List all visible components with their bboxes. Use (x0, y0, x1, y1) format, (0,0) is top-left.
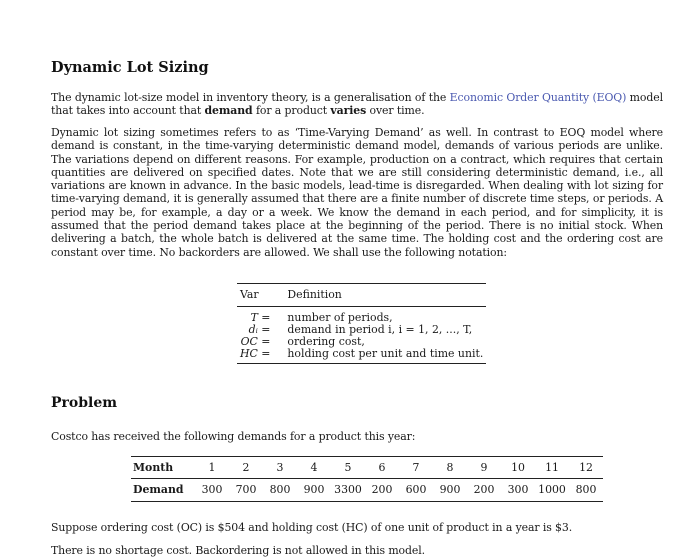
month-cell: 5 (331, 457, 365, 479)
intro-text-3: for a product (252, 104, 331, 118)
shortage-assumption-text: There is no shortage cost. Backordering is not allowed in this model. (51, 544, 425, 557)
demand-label: Demand (131, 479, 195, 502)
cost-assumption-text: Suppose ordering cost (OC) is $504 and holding cost (HC) of one unit of product in a year is $3. (51, 521, 573, 534)
problem-heading: Problem (51, 395, 118, 411)
month-cell: 7 (399, 457, 433, 479)
description-paragraph: Dynamic lot sizing sometimes refers to as ‘Time-Varying Demand’ as well. In contrast to EOQ model where demand is constant, in the time-varying deterministic demand model, demands of various periods are unlike. The variations depend on different reasons. For example, production on a contract, which requires that certain quantities are delivered on specified dates. Note that we are still considering deterministic demand, i.e., all variations are known in advance. In the basic models, lead-time is disregarded. When dealing with lot sizing for time-varying demand, it is generally assumed that there are a finite number of discrete time steps, or periods. A period may be, for example, a day or a week. We know the demand in each period, and for simplicity, it is assumed that the period demand takes place at the beginning of the period. There is no initial stock. When delivering a batch, the whole batch is delivered at the same time. The holding cost and the ordering cost are constant over time. No backorders are allowed. We shall use the following notation: (51, 126, 663, 259)
demand-cell: 200 (467, 479, 501, 502)
month-label: Month (131, 457, 195, 479)
intro-paragraph (51, 91, 663, 118)
notation-definition: number of periods, (287, 311, 393, 324)
demand-cell: 800 (569, 479, 603, 502)
month-cell: 1 (195, 457, 229, 479)
demand-cell: 3300 (331, 479, 365, 502)
notation-definition: holding cost per unit and time unit. (284, 348, 486, 364)
month-cell: 4 (297, 457, 331, 479)
notation-var: T = (250, 311, 271, 324)
demand-cell: 700 (229, 479, 263, 502)
month-row (131, 457, 603, 479)
notation-header-var: Var (237, 284, 284, 307)
month-cell: 3 (263, 457, 297, 479)
month-cell: 2 (229, 457, 263, 479)
intro-text-1: The dynamic lot-size model in inventory theory, is a generalisation of the (51, 91, 450, 104)
month-cell: 9 (467, 457, 501, 479)
month-cell: 10 (501, 457, 535, 479)
page-title: Dynamic Lot Sizing (51, 59, 209, 76)
problem-text: Costco has received the following demands for a product this year: (51, 430, 416, 443)
demand-cell: 300 (195, 479, 229, 502)
month-cell: 8 (433, 457, 467, 479)
notation-row (237, 307, 486, 325)
demand-cell: 300 (501, 479, 535, 502)
eoq-link[interactable]: Economic Order Quantity (EOQ) (449, 91, 627, 104)
notation-row (237, 348, 486, 364)
intro-bold-demand: demand (204, 104, 253, 118)
demand-cell: 800 (263, 479, 297, 502)
demand-cell: 900 (433, 479, 467, 502)
intro-text-4: over time. (366, 104, 425, 118)
intro-bold-varies: varies (330, 104, 367, 118)
demand-cell: 200 (365, 479, 399, 502)
notation-header-definition: Definition (284, 284, 486, 307)
intro-text-2: model that takes into account that (51, 91, 663, 118)
notation-header-row (237, 284, 486, 307)
month-cell: 11 (535, 457, 569, 479)
month-cell: 12 (569, 457, 603, 479)
demand-cell: 900 (297, 479, 331, 502)
notation-definition: demand in period i, i = 1, 2, ..., T, (287, 323, 473, 336)
month-cell: 6 (365, 457, 399, 479)
demand-row (131, 479, 603, 502)
notation-var: OC = (240, 335, 271, 348)
notation-definition: ordering cost, (287, 335, 365, 348)
demand-cell: 1000 (535, 479, 569, 502)
notation-table (237, 283, 486, 364)
notation-var: dᵢ = (248, 323, 271, 336)
demand-cell: 600 (399, 479, 433, 502)
demand-table (131, 456, 603, 502)
notation-var: HC = (237, 348, 284, 364)
